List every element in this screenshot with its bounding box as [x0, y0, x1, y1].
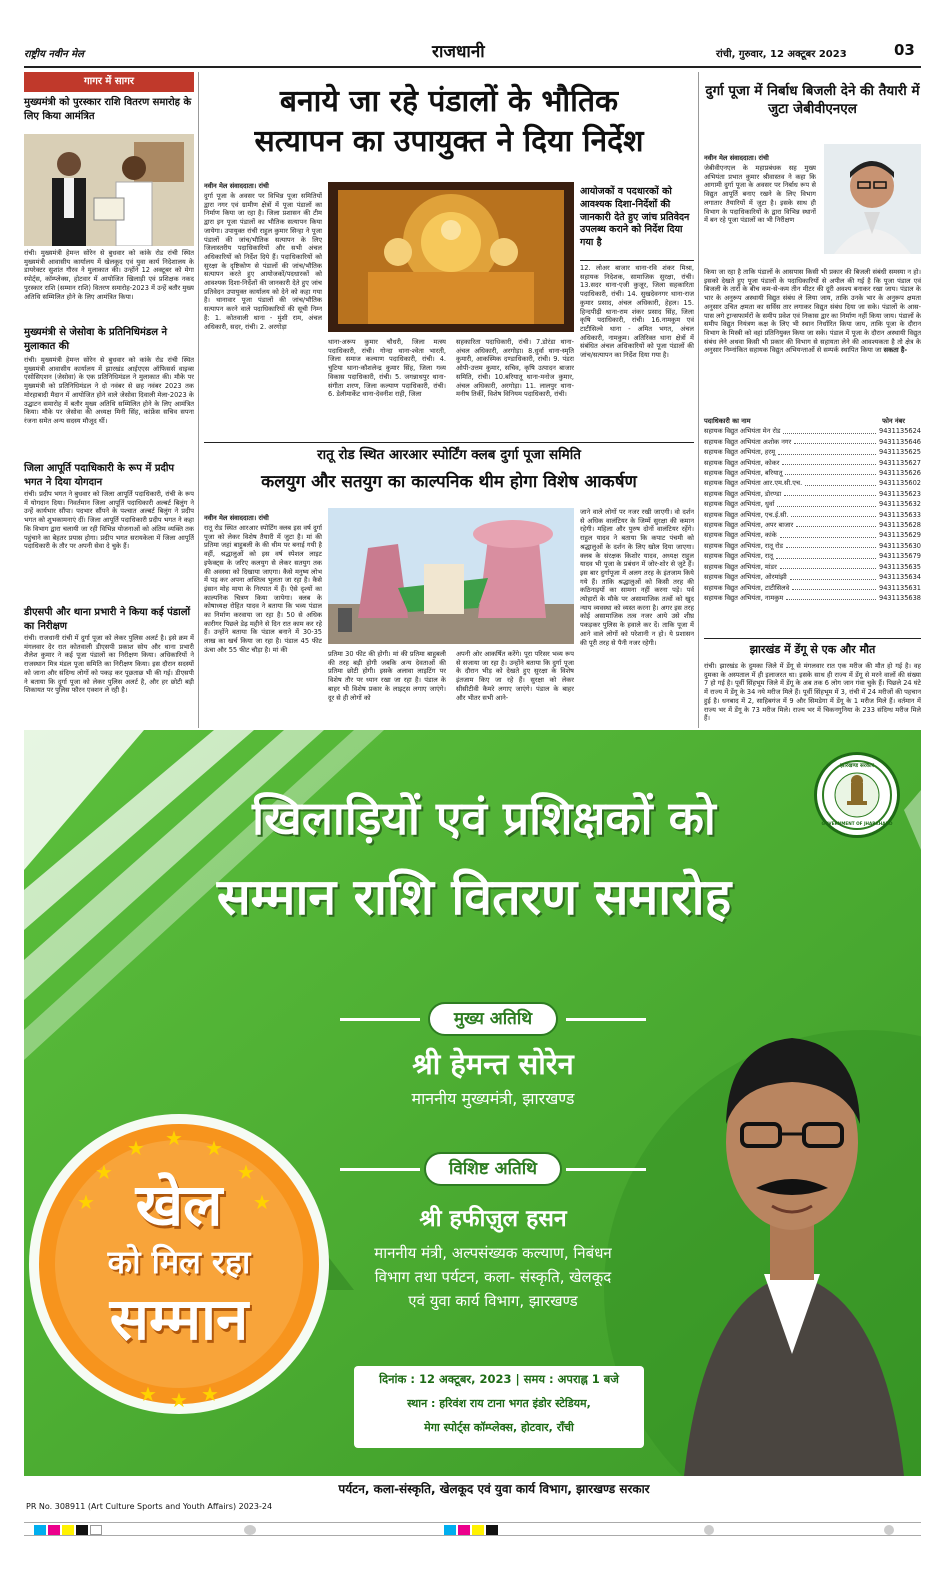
event-venue-line1: स्थान : हरिवंश राय टाना भगत इंडोर स्टेडियम,: [407, 1397, 591, 1410]
event-separator: |: [515, 1372, 524, 1386]
pandal-illustration: [328, 182, 574, 332]
chief-guest-label: मुख्य अतिथि: [453, 1009, 533, 1029]
table-leader-dots: [792, 583, 876, 590]
cm-portrait-illustration: [664, 974, 921, 1476]
table-cell-role: सहायक विद्युत अभियंता, टाटीसिलवे: [704, 583, 790, 592]
cm-portrait: [664, 974, 921, 1476]
chief-guest-name: श्री हेमन्त सोरेन: [412, 1047, 574, 1081]
color-swatch: [90, 1525, 102, 1535]
table-row: [704, 478, 921, 488]
chief-guest-ornament-right: [566, 1018, 646, 1021]
special-guest-name: श्री हफीज़ुल हसन: [419, 1206, 567, 1232]
special-guest-label-pill: [424, 1152, 562, 1186]
color-swatch: [486, 1525, 498, 1535]
table-body: [704, 426, 921, 603]
ad-banner: [24, 730, 921, 1476]
table-row: [704, 499, 921, 509]
color-swatch: [458, 1525, 470, 1535]
table-leader-dots: [791, 510, 876, 517]
table-row: [704, 572, 921, 582]
star-icon: ★: [205, 1136, 223, 1160]
table-cell-phone: 9431135626: [879, 469, 921, 478]
table-cell-phone: 9431135628: [879, 521, 921, 530]
rr-pandal-photo: [328, 508, 574, 644]
ad-footer: [24, 1476, 921, 1516]
lead-headline-line1: बनाये जा रहे पंडालों के भौतिक: [279, 84, 619, 119]
table-cell-role: सहायक विद्युत अभियंता, धुर्वा: [704, 500, 775, 509]
rr-kicker: रातू रोड स्थित आरआर स्पोर्टिंग क्लब दुर्गा पूजा समिति: [317, 447, 581, 463]
jbvnl-body2-text: किया जा रहा है ताकि पंडालों के आसपास किसी भी प्रकार की बिजली संबंधी समस्या न हो। इसको देखते हुए पूजा पंडालों के पदाधिकारियों से अपील की गई है कि पूजा पंडाल एवं बिजली के तारों के बीच कम-से-कम तीन मीटर की दूरी अवश्य बनाकर रखा जाय। पंडाल के भार के अनुरूप अस्थायी विद्युत संबंध ले लिया जाय, ताकि उनके भार के अनुरूप क्षमता अनुसार उचित क्षमता का सर्विस तार लगाकर विद्युत संबंध दिया जा सके। पंडालों के आस-पास लगे ट्रान्सफार्मरों के समीप प्रवेश एवं निकास द्वार का निर्माण नहीं किया जाय। पंडालों के समीप विद्युत नियंत्रण कक्ष के लिए भी स्थान निर्धारित किया जाय, ताकि पूजा के दौरान विभाग के मिस्त्री को वहां प्रतिनियुक्त किया जा सके। पंडाल में पूजा के दौरान अस्थायी विद्युत संबंध लेने अथवा किसी भी प्रकार की विभाग से सहायता लेने की आवश्यकता है तो क्षेत्र के अनुसार निम्नांकित सहायक विद्युत अभियन्ताओं से सम्पर्क स्थापित किया जा: [704, 268, 921, 355]
gm-portrait-photo: [824, 144, 921, 254]
table-cell-phone: 9431135638: [879, 593, 921, 602]
lead-callout: आयोजकों व पदधारकों को आवश्यक दिशा-निर्देशों की जानकारी देते हुए जांच प्रतिवेदन उपलब्ध कराने को निर्देश दिया गया है: [580, 186, 690, 249]
table-row: [704, 541, 921, 551]
table-cell-role: सहायक विद्युत अभियंता आर.एम.सी.एच.: [704, 479, 803, 488]
table-leader-dots: [805, 478, 876, 485]
ad-title-line2: सम्मान राशि वितरण समारोह: [216, 868, 732, 926]
table-leader-dots: [785, 468, 876, 475]
table-cell-role: सहायक विद्युत अभियंता मेन रोड: [704, 427, 781, 436]
event-venue-line2: मेगा स्पोर्ट्स कॉम्प्लेक्स, होटवार, राँची: [424, 1421, 574, 1434]
table-row: [704, 426, 921, 436]
table-header: [704, 416, 921, 426]
table-cell-role: सहायक विद्युत अभियंता, मांडर: [704, 562, 777, 571]
ad-title-line1: खिलाड़ियों एवं प्रशिक्षकों को: [252, 791, 716, 845]
badge-line3: सम्मान: [109, 1285, 249, 1353]
gm-portrait-illustration: [824, 144, 921, 254]
lead-body-col1: दुर्गा पूजा के अवसर पर विभिन्न पूजा समितियों द्वारा नगर एवं ग्रामीण क्षेत्रों में पूजा पंडालों का निर्माण किया जा रहा है। जिला प्रशासन की टीम द्वारा इन पूजा पंडालों का भौतिक सत्यापन किया जायेगा। उपायुक्त रांची राहुल कुमार सिन्हा ने पूजा पंडालों की जांच/भौतिक सत्यापन के लिए जिलास्तरीय पदाधिकारियों और सभी अंचल अधिकारियों को निर्देश दिये हैं। पदाधिकारियों को सुरक्षा के दृष्टिकोण से पंडालों की जांच/भौतिक सत्यापन करते हुए आयोजकों/पदधारकों को आवश्यक दिशा-निर्देशों की जानकारी देते हुए जांच प्रतिवेदन उपायुक्त कार्यालय को देने को कहा गया है। थानावार पूजा पंडालों की जांच/भौतिक सत्यापन करने वाले पदाधिकारियों की सूची निम्न है: 1. कोतवाली थाना - मुंशी राम, अंचल अधिकारी, सदर, रांची। 2. अरगोड़ा: [204, 192, 322, 331]
table-cell-phone: 9431135646: [879, 437, 921, 446]
jbvnl-contact-table: [704, 416, 921, 603]
masthead-rule: [24, 66, 921, 68]
badge-line2: को मिल रहा: [107, 1243, 251, 1281]
table-cell-phone: 9431135631: [879, 583, 921, 592]
left-column: [24, 72, 194, 730]
table-cell-phone: 9431135630: [879, 541, 921, 550]
table-cell-role: सहायक विद्युत अभियंता, बरियातू: [704, 469, 783, 478]
color-swatch: [76, 1525, 88, 1535]
rr-pandal-illustration: [328, 508, 574, 644]
event-details-box: [354, 1366, 644, 1448]
story4-headline: डीएसपी और थाना प्रभारी ने किया कई पंडालों का निरीक्षण: [24, 607, 191, 632]
special-guest-block: [330, 1148, 656, 1348]
color-swatch: [34, 1525, 46, 1535]
table-cell-role: सहायक विद्युत अभियंता, अपर बाजार: [704, 521, 794, 530]
table-row: [704, 447, 921, 457]
table-row: [704, 593, 921, 603]
table-cell-role: सहायक विद्युत अभियंता, एच.ई.सी.: [704, 510, 789, 519]
table-leader-dots: [780, 530, 876, 537]
chief-guest-title: माननीय मुख्यमंत्री, झारखण्ड: [411, 1089, 575, 1108]
table-leader-dots: [786, 593, 876, 600]
table-leader-dots: [778, 447, 876, 454]
column-label: [24, 72, 194, 92]
table-row: [704, 583, 921, 593]
paper-name: राष्ट्रीय नवीन मेल: [24, 49, 84, 60]
table-leader-dots: [782, 458, 876, 465]
table-cell-phone: 9431135623: [879, 489, 921, 498]
table-leader-dots: [790, 572, 876, 579]
rr-story: [204, 444, 694, 730]
table-leader-dots: [783, 426, 876, 433]
event-date: दिनांक : 12 अक्टूबर, 2023: [379, 1372, 512, 1386]
registration-mark: [884, 1525, 894, 1535]
table-cell-role: सहायक विद्युत अभियंता, कांके: [704, 531, 777, 540]
table-cell-role: सहायक विद्युत अभियंता, डोरण्डा: [704, 489, 782, 498]
table-leader-dots: [796, 520, 876, 527]
table-cell-role: सहायक विद्युत अभियंता, नामकुम: [704, 593, 784, 602]
story3-headline: जिला आपूर्ति पदाधिकारी के रूप में प्रदीप भगत ने दिया योगदान: [24, 463, 175, 488]
table-leader-dots: [776, 551, 876, 558]
lead-story: [204, 78, 694, 438]
table-row: [704, 510, 921, 520]
event-date-time-row: [354, 1372, 644, 1387]
dengue-headline: झारखंड में डेंगू से एक और मौत: [749, 643, 876, 656]
badge-line1: खेल: [135, 1171, 223, 1239]
color-swatch: [472, 1525, 484, 1535]
rr-body-col1: रातू रोड स्थित आरआर स्पोर्टिंग क्लब इस वर्ष दुर्गा पूजा को लेकर विशेष तैयारी में जुटा है। मां की प्रतिमा जहां बाहुबली के की थीम पर बनाई गयी है वहीं, श्रद्धालुओं को इस वर्ष स्पेशल लाइट इफेक्ट्स के जरिए कलयुग से लेकर सतयुग तक की अवस्था को दिखाया जाएगा। कैसे मनुष्य लोभ में पड़ कर अपना अस्तित्व भुलता जा रहा है। कैसे इंसान मोह माया के निरपात में हैं। ऐसे दृश्यों का काल्पनिक चित्रण किया जायेगा। क्लब के कोषाध्यक्ष रोहित यादव ने बताया कि भव्य पंडाल का निर्माण करवाया जा रहा है। 50 से अधिक कारीगर पिछले डेढ़ महीने से दिन रात काम कर रहे हैं। उन्होंने बताया कि पंडाल बनाने में 30-35 लाख का खर्च किया जा रहा है। पंडाल 45 फीट ऊंचा और 55 फीट चौड़ा है। मां की: [204, 524, 322, 654]
registration-mark: [704, 1525, 714, 1535]
event-time: समय : अपराह्न 1 बजे: [523, 1372, 619, 1386]
table-cell-role: सहायक विद्युत अभियंता अशोक नगर: [704, 437, 792, 446]
callout-rule: [580, 260, 694, 261]
table-cell-phone: 9431135629: [879, 531, 921, 540]
jharkhand-emblem: [814, 752, 900, 838]
table-leader-dots: [784, 489, 876, 496]
table-row: [704, 551, 921, 561]
star-icon: ★: [139, 1382, 157, 1406]
star-icon: ★: [237, 1160, 255, 1184]
table-cell-phone: 9431135632: [879, 500, 921, 509]
color-swatch: [62, 1525, 74, 1535]
cm-meeting-illustration: [24, 134, 194, 246]
footer-department: पर्यटन, कला-संस्कृति, खेलकूद एवं युवा कार्य विभाग, झारखण्ड सरकार: [338, 1482, 650, 1496]
table-cell-phone: 9431135635: [879, 562, 921, 571]
star-icon: ★: [170, 1388, 188, 1412]
story2-headline: मुख्यमंत्री से जेसोवा के प्रतिनिधिमंडल ने मुलाकात की: [24, 327, 168, 352]
table-row: [704, 458, 921, 468]
rr-body-col2: प्रतिमा 30 फीट की होगी। मां की प्रतिमा बाहुबली की तरह बड़ी होगी जबकि अन्य देवताओं की प्रतिमा छोटी होगी। इसके अलावा लाइटिंग पर विशेष तौर पर ध्यान रखा जा रहा है। पंडाल के बाहर भी विशेष प्रकार के लाइट्स लगाए जाएंगे। दूर से ही लोगों को: [328, 650, 446, 702]
lead-byline: नवीन मेल संवाददाता। रांची: [204, 182, 269, 190]
print-color-bar: [24, 1522, 921, 1536]
table-cell-role: सहायक विद्युत अभियंता, हरमू: [704, 448, 776, 457]
story1-body: रांची। मुख्यमंत्री हेमन्त सोरेन से बुधवार को कांके रोड रांची स्थित मुख्यमंत्री आवासीय कार्यालय में खेलकूद एवं युवा कार्य निदेशालय के डायरेक्टर सुशांत गौरव ने मुलाकात की। उन्होंने 12 अक्टूबर को मेगा स्पोर्ट्स, कॉम्प्लेक्स, होटवार में आयोजित खिलाड़ी एवं प्रशिक्षक नकद पुरस्कार राशि (सम्मान राशि) वितरण समारोह-2023 में उन्हें बतौर मुख्य अतिथि सम्मिलित होने के लिए आमंत्रित किया।: [24, 249, 194, 301]
table-header-role: पदाधिकारी का नाम: [704, 417, 751, 425]
table-cell-phone: 9431135602: [879, 479, 921, 488]
special-guest-ornament-right: [566, 1168, 646, 1171]
jbvnl-body2: [704, 268, 921, 398]
lead-headline-line2: सत्यापन का उपायुक्त ने दिया निर्देश: [254, 124, 644, 159]
table-row: [704, 562, 921, 572]
jbvnl-body2-end: सकता है-: [883, 346, 908, 355]
table-header-phone: फोन नंबर: [882, 417, 905, 425]
star-icon: ★: [201, 1382, 219, 1406]
dateline: रांची, गुरुवार, 12 अक्टूबर 2023: [716, 49, 847, 60]
table-row: [704, 468, 921, 478]
khel-badge: [24, 1094, 334, 1434]
star-icon: ★: [95, 1160, 113, 1184]
table-cell-role: सहायक विद्युत अभियंता, ओरमांझी: [704, 573, 787, 582]
left-col-divider: [198, 72, 199, 728]
right-column: [704, 78, 921, 730]
table-cell-phone: 9431135679: [879, 552, 921, 561]
table-leader-dots: [794, 437, 876, 444]
table-cell-phone: 9431135627: [879, 458, 921, 467]
chief-guest-block: [330, 1000, 656, 1130]
special-guest-title-line2: विभाग तथा पर्यटन, कला- संस्कृति, खेलकूद: [374, 1268, 612, 1286]
column-label-text: गागर में सागर: [84, 76, 134, 87]
dengue-top-rule: [704, 638, 921, 639]
star-icon: ★: [253, 1190, 271, 1214]
story2-body: रांची। मुख्यमंत्री हेमन्त सोरेन से बुधवार को कांके रोड रांची स्थित मुख्यमंत्री आवासीय कार्यालय में झारखंड आईएएस ऑफिसर्स वाइव्स एसोसिएशन (जेसोवा) के एक प्रतिनिधिमंडल ने मुलाकात की। मौके पर मुख्यमंत्री को प्रतिनिधिमंडल ने दो नवंबर से छह नवंबर 2023 तक मोरहाबादी मैदान में आयोजित होने वाले जेसोवा दिवाली मेला-2023 के उद्घाटन समारोह में बतौर मुख्य अतिथि सम्मिलित होने के लिए आमंत्रित किया। मौके पर जेसोवा की अध्यक्ष मिनी सिंह, कांफ्रेंस सचिव सपना रंजना समेत अन्य सदस्य मौजूद थीं।: [24, 356, 194, 425]
special-guest-title-line3: एवं युवा कार्य विभाग, झारखण्ड: [408, 1292, 578, 1310]
special-guest-label: विशिष्ट अतिथि: [448, 1159, 537, 1179]
emblem-text-bottom: GOVERNMENT OF JHARKHAND: [821, 821, 893, 826]
table-leader-dots: [786, 541, 876, 548]
table-cell-role: सहायक विद्युत अभियंता, रातू रोड: [704, 541, 784, 550]
table-row: [704, 489, 921, 499]
masthead: [24, 38, 921, 64]
section-title: राजधानी: [432, 42, 485, 62]
table-cell-phone: 9431135634: [879, 573, 921, 582]
color-swatch: [48, 1525, 60, 1535]
table-row: [704, 520, 921, 530]
chief-guest-label-pill: [428, 1002, 558, 1036]
star-icon: ★: [127, 1136, 145, 1160]
dengue-body: रांची। झारखंड के दुमका जिले में डेंगू से मंगलवार रात एक मरीज की मौत हो गई है। वह दुमका के अस्पताल में ही इलाजरत था। इसके साथ ही राज्य में डेंगू से मरने वालों की संख्या 7 हो गई है। पूर्वी सिंहभूम जिले में डेंगू के अब तक 6 लोग जान गंवा चुके हैं। पिछले 24 घंटे में राज्य में डेंगू के 34 नये मरीज मिले हैं। पूर्वी सिंहभूम में 3, रांची में 24 मरीजों की पहचान हुई है। धनबाद में 2, साहिबगंज में 9 और सिमडेगा में डेंगू के 1 मरीज मिले हैं। वर्तमान में राज्य भर में डेंगू के 73 मरीज मिले। राज्य भर में चिकनगुनिया के 233 संदिग्ध मरीज मिले हैं।: [704, 662, 921, 723]
page-number: 03: [894, 41, 915, 59]
color-swatch: [444, 1525, 456, 1535]
star-icon: ★: [77, 1190, 95, 1214]
table-cell-phone: 9431135633: [879, 510, 921, 519]
story3-body: रांची। प्रदीप भगत ने बुधवार को जिला आपूर्ति पदाधिकारी, रांची के रूप में योगदान दिया। निवर्तमान जिला आपूर्ति पदाधिकारी अल्बर्ट बिलुंग ने उन्हें कार्यभार सौंपा। पदभार सौंपने के पश्चात अल्बर्ट बिलुंग ने प्रदीप भगत को शुभकामनाएं दीं। जिला आपूर्ति पदाधिकारी प्रदीप भगत ने कहा कि विभाग द्वारा चलायी जा रही विभिन्न योजनाओं को अंतिम व्यक्ति तक पहुंचाने का बेहतर प्रयास होगा। प्रदीप भगत सरायकेला में जिला आपूर्ति पदाधिकारी के तौर पर अपनी सेवा दे चुके हैं।: [24, 490, 194, 551]
lead-body-col2: थाना-अरूप कुमार चौधरी, जिला मत्स्य पदाधिकारी, रांची। गोन्दा थाना-श्वेता भारती, जिला समाज कल्याण पदाधिकारी, रांची। 4. चुटिया थाना-कौशलेन्द्र कुमार सिंह, जिला गव्य विकास पदाधिकारी, रांची। 5. जगन्नाथपुर थाना-संगीता शरण, जिला कल्याण पदाधिकारी, रांची। 6. डेलीमार्केट थाना-देवनीश राही, जिला: [328, 338, 446, 399]
color-strip: [24, 1525, 921, 1535]
pandal-photo: [328, 182, 574, 332]
rr-body-col3: अपनी ओर आकर्षित करेंगे। पूरा परिसर भव्य रूप से सजाया जा रहा है। उन्होंने बताया कि दुर्गा पूजा के दौरान भीड़ को देखते हुए सुरक्षा के विशेष इंतजाम किए जा रहे हैं। सुरक्षा को लेकर सीसीटीवी कैमरे लगाए जाएंगे। पंडाल के बाहर और भीतर सभी आने-: [456, 650, 574, 702]
table-row: [704, 530, 921, 540]
story4-body: रांची। राजधानी रांची में दुर्गा पूजा को लेकर पुलिस अलर्ट है। इसे क्रम में मंगलवार देर रात कोतवाली डीएसपी प्रकाश सोय और थाना प्रभारी शैलेश कुमार ने कई पूजा पंडालों का निरीक्षण किया। अधिकारियों ने राजस्थान मित्र मंडल पूजा समिति का निरीक्षण किया। इस दौरान सदस्यों को जाना और संदिग्ध लोगों को पकड़ कर पूछताछ भी की गई। डीएसपी ने बताया कि दुर्गा पूजा को लेकर पुलिस अलर्ट है, और हर छोटी बड़ी शिकायत पर पुलिस फौरन एक्शन ले रही है।: [24, 634, 194, 695]
rr-top-rule: [204, 442, 694, 443]
table-cell-phone: 9431135625: [879, 448, 921, 457]
table-leader-dots: [777, 499, 876, 506]
jbvnl-headline: दुर्गा पूजा में निर्बाध बिजली देने की तैयारी में जुटा जेबीवीएनएल: [705, 83, 920, 118]
cm-meeting-photo: [24, 134, 194, 246]
special-guest-title-line1: माननीय मंत्री, अल्पसंख्यक कल्याण, निबंधन: [374, 1244, 612, 1262]
rr-body-col4: जाने वाले लोगों पर नजर रखी जाएगी। वो दर्शन से अधिक वालंटियर के जिम्में सुरक्षा की कमान रहेगी। महिला और पुरुष दोनों वालंटियर रहेंगे। राहुल यादव ने बताया कि कपाट पंचमी को श्रद्धालुओं के दर्शन के लिए खोल दिया जाएगा। क्लब के संरक्षक किशोर यादव, अध्यक्ष राहुल यादव भी पूजा के प्रबंधन में जोर-शोर से जुटे हैं। इस बार दुर्गापूजा में अलग तरह के इंतजाम किये गये हैं। ताकि श्रद्धालुओं को किसी तरह की कठिनाइयों का सामना नहीं करना पड़े। पर्व त्योहारों के मौके पर असामाजिक तत्वों को खुद न्याय व्यवस्था को व्यस्त करना है। अगर इस तरह कोई असामाजिक तत्व नजर आये उसे शीघ्र पकड़कर पुलिस के हवाले कर दें। ताकि पूजा में आने वाले लोगों को परेशानी न हो। ये प्रशासन की पूरी तरह से पैनी नजर रहेगी।: [580, 508, 694, 647]
table-cell-role: सहायक विद्युत अभियंता, कोकर: [704, 458, 780, 467]
color-swatch: [244, 1525, 256, 1535]
rr-headline: कलयुग और सतयुग का काल्पनिक थीम होगा विशेष आकर्षण: [261, 472, 637, 492]
jbvnl-body1: जेबीवीएनएल के महाप्रबंधक सह मुख्य अभियंता प्रभात कुमार श्रीवास्तव ने कहा कि आगामी दुर्गा पूजा के अवसर पर निर्बाध रूप से विद्युत आपूर्ति बनाए रखने के लिए विभाग लगातार तैयारियों में जुटा है। इसके साथ ही विभाग के पदाधिकारियों के द्वारा विभिन्न स्थानों में बन रहे पूजा पंडालों का भी निरीक्षण: [704, 164, 816, 225]
story1-headline: मुख्यमंत्री को पुरस्कार राशि वितरण समारोह के लिए किया आमंत्रित: [24, 97, 192, 122]
chief-guest-ornament-left: [340, 1018, 420, 1021]
jbvnl-byline: नवीन मेल संवाददाता। रांची: [704, 154, 769, 162]
lead-right-divider: [698, 72, 699, 728]
special-guest-ornament-left: [340, 1168, 420, 1171]
rr-byline: नवीन मेल संवाददाता। रांची: [204, 514, 269, 522]
lead-body-col3: सहकारिता पदाधिकारी, रांची। 7.डोरंडा थाना-अंचल अधिकारी, अरगोड़ा। 8.धुर्वा थाना-स्मृति कुमारी, आकस्मिक दण्डाधिकारी, रांची। 9. पंडरा ओपी-उत्तम कुमार, सचिव, कृषि उत्पादन बाजार समिति, रांची। 10.बरियातू थाना-मनोज कुमार, अंचल अधिकारी, अरगोड़ा। 11. लालपुर थाना- मनीष तिर्की, विशेष विनियम पदाधिकारी, रांची।: [456, 338, 574, 399]
lead-body-col4: 12. लोअर बाजार थाना-रवि शंकर मिश्रा, सहायक निदेशक, सामाजिक सुरक्षा, रांची। 13.सदर थाना-एजी कुजूर, जिला सहकारिता पदाधिकारी, रांची। 14. सुखदेवनगर थाना-राज कुमार प्रसाद, अंचल अधिकारी, हेहल। 15. हिन्दपीढ़ी थाना-राम शंकर प्रसाद सिंह, जिला कृषि पदाधिकारी, रांची। 16.नामकुम एवं टाटीसिल्वे थाना - अमित भगत, अंचल अधिकारी, नामकुम। अतिरिक्त थाना क्षेत्रों में संबंधित अंचल अधिकारियों को पूजा पंडालों की जांच/सत्यापन का निर्देश दिया गया है।: [580, 264, 694, 360]
pr-number: PR No. 308911 (Art Culture Sports and Youth Affairs) 2023-24: [26, 1502, 273, 1511]
table-cell-role: सहायक विद्युत अभियंता, रातू: [704, 552, 774, 561]
table-row: [704, 437, 921, 447]
table-leader-dots: [780, 562, 876, 569]
star-icon: ★: [165, 1126, 183, 1150]
table-cell-phone: 9431135624: [879, 427, 921, 436]
emblem-text-top: झारखण्ड सरकार: [840, 763, 874, 769]
